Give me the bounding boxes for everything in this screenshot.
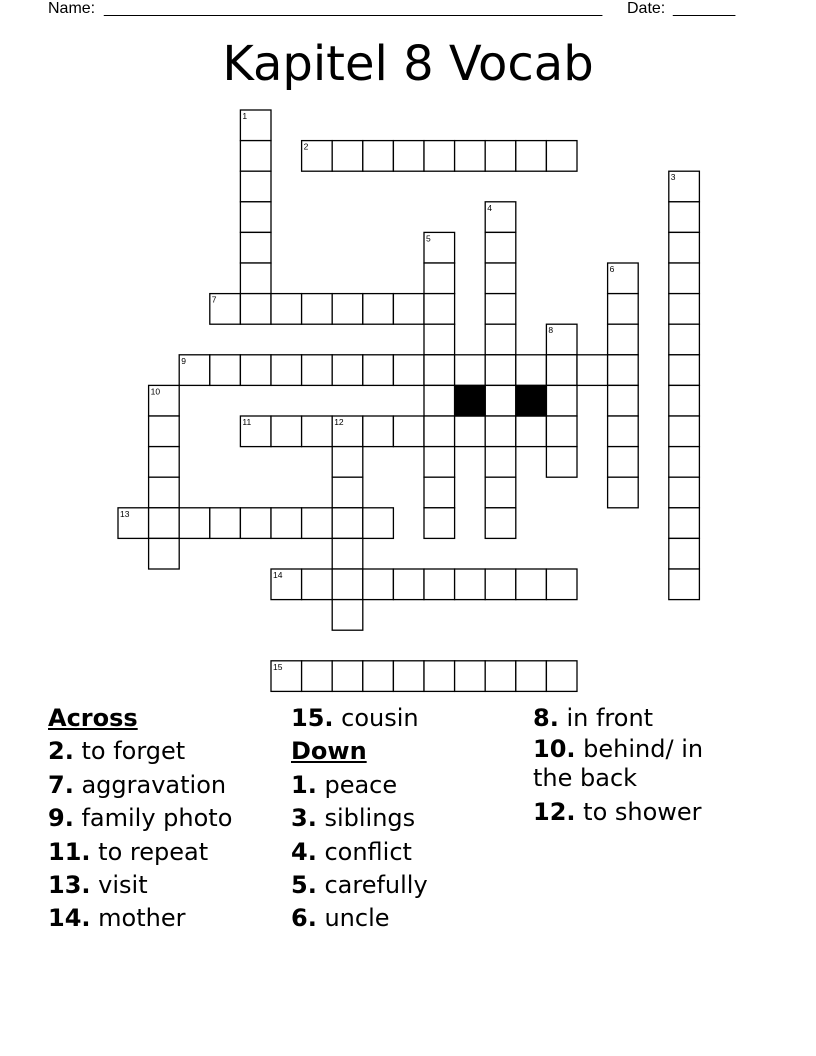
clue-number: 5.: [291, 871, 317, 900]
grid-cell[interactable]: [424, 508, 455, 539]
grid-cell[interactable]: [332, 661, 363, 692]
grid-cell[interactable]: [424, 477, 455, 508]
grid-cell[interactable]: [393, 294, 424, 325]
clue-number: 15.: [291, 704, 334, 732]
across-heading: Across: [48, 704, 138, 732]
down-heading: Down: [291, 737, 367, 766]
clue-text: family photo: [81, 804, 233, 833]
grid-cell[interactable]: [149, 508, 180, 539]
grid-cell[interactable]: [332, 477, 363, 508]
grid-cell[interactable]: [669, 202, 700, 233]
black-cell: [516, 385, 547, 416]
grid-cell[interactable]: [393, 569, 424, 600]
clue-text: aggravation: [81, 770, 227, 799]
grid-cell[interactable]: [363, 569, 394, 600]
cell-number: 4: [487, 202, 492, 213]
clue-text: conflict: [324, 837, 412, 866]
grid-cell[interactable]: [302, 661, 333, 692]
clue-text: to repeat: [98, 837, 209, 866]
grid-cell[interactable]: [302, 508, 333, 539]
grid-cell[interactable]: [485, 385, 516, 416]
grid-cell[interactable]: [485, 416, 516, 447]
clue-number: 3.: [291, 804, 317, 833]
clue-across-15: [291, 702, 428, 735]
grid-cell[interactable]: [485, 232, 516, 263]
date-blank: _______: [673, 0, 736, 17]
grid-cell[interactable]: [271, 416, 302, 447]
cell-number: 11: [242, 417, 252, 427]
grid-cell[interactable]: [516, 416, 547, 447]
clue-across-9: [48, 802, 232, 835]
clue-down-10: [533, 735, 733, 792]
cell-number: 14: [273, 570, 283, 580]
clue-text: visit: [98, 871, 148, 900]
grid-cell[interactable]: [577, 355, 608, 386]
clue-number: 9.: [48, 804, 74, 833]
cell-number: 7: [211, 294, 217, 305]
grid-cell[interactable]: [149, 477, 180, 508]
clue-number: 4.: [291, 837, 317, 866]
clue-text: mother: [98, 904, 186, 933]
grid-cell[interactable]: [669, 355, 700, 386]
grid-cell[interactable]: [669, 232, 700, 263]
grid-cell[interactable]: [455, 569, 486, 600]
grid-cell[interactable]: [271, 508, 302, 539]
grid-cell[interactable]: [363, 141, 394, 172]
grid-cell[interactable]: [210, 355, 241, 386]
clue-number: 14.: [48, 904, 91, 933]
clue-down-5: [291, 869, 428, 902]
grid-cell[interactable]: [302, 355, 333, 386]
clue-text: siblings: [324, 804, 416, 833]
grid-cell[interactable]: [424, 385, 455, 416]
grid-cell[interactable]: [455, 355, 486, 386]
clue-text: behind/ in the back: [533, 735, 704, 792]
clue-text: peace: [324, 770, 398, 799]
clue-number: 13.: [48, 871, 91, 900]
grid-cell[interactable]: [546, 569, 577, 600]
grid-cell[interactable]: [271, 355, 302, 386]
grid-cell[interactable]: [455, 661, 486, 692]
grid-cell[interactable]: [455, 141, 486, 172]
grid-cell[interactable]: [485, 508, 516, 539]
date-label: Date:: [627, 0, 666, 17]
grid-cell[interactable]: [669, 508, 700, 539]
grid-cell[interactable]: [669, 477, 700, 508]
grid-cell[interactable]: [424, 569, 455, 600]
name-label: Name:: [48, 0, 96, 17]
grid-cell[interactable]: [546, 355, 577, 386]
grid-cell[interactable]: [424, 355, 455, 386]
grid-cell[interactable]: [149, 538, 180, 569]
grid-cell[interactable]: [332, 538, 363, 569]
grid-cell[interactable]: [363, 355, 394, 386]
grid-cell[interactable]: [240, 171, 271, 202]
grid-cell[interactable]: [271, 294, 302, 325]
cell-number: 2: [303, 141, 309, 152]
cell-number: 8: [548, 325, 554, 336]
grid-cell[interactable]: [332, 569, 363, 600]
clue-number: 11.: [48, 837, 91, 866]
clue-text: cousin: [341, 704, 419, 732]
grid-cell[interactable]: [546, 141, 577, 172]
clue-down-12: [533, 796, 733, 829]
page-title: Kapitel 8 Vocab: [222, 36, 594, 92]
grid-cell[interactable]: [516, 141, 547, 172]
grid-cell[interactable]: [608, 324, 639, 355]
grid-cell[interactable]: [485, 263, 516, 294]
grid-cell[interactable]: [210, 508, 241, 539]
grid-cell[interactable]: [424, 447, 455, 478]
grid-cell[interactable]: [669, 569, 700, 600]
grid-cell[interactable]: [240, 355, 271, 386]
grid-cell[interactable]: [393, 141, 424, 172]
grid-cell[interactable]: [546, 661, 577, 692]
clue-number: 10.: [533, 735, 576, 764]
grid-cell[interactable]: [240, 232, 271, 263]
grid-cell[interactable]: [669, 263, 700, 294]
grid-cell[interactable]: [332, 141, 363, 172]
grid-cell[interactable]: [149, 416, 180, 447]
grid-cell[interactable]: [240, 508, 271, 539]
clue-number: 1.: [291, 770, 317, 799]
grid-cell[interactable]: [608, 294, 639, 325]
grid-cell[interactable]: [332, 508, 363, 539]
grid-cell[interactable]: [608, 416, 639, 447]
grid-cell[interactable]: [302, 294, 333, 325]
grid-cell[interactable]: [669, 294, 700, 325]
grid-cell[interactable]: [240, 202, 271, 233]
clue-text: uncle: [324, 904, 390, 933]
grid-cell[interactable]: [516, 569, 547, 600]
clue-across-7: [48, 769, 232, 802]
cell-number: 13: [120, 508, 130, 519]
clue-column-3: [533, 702, 733, 830]
grid-cell[interactable]: [485, 661, 516, 692]
clue-text: to forget: [81, 737, 186, 766]
grid-cell[interactable]: [669, 324, 700, 355]
grid-cell[interactable]: [485, 477, 516, 508]
grid-cell[interactable]: [393, 355, 424, 386]
clue-text: carefully: [324, 871, 428, 900]
grid-cell[interactable]: [516, 355, 547, 386]
grid-cell[interactable]: [485, 324, 516, 355]
cell-number: 5: [426, 233, 431, 244]
cell-number: 15: [273, 661, 283, 672]
grid-cell[interactable]: [179, 508, 210, 539]
clue-text: in front: [566, 704, 654, 732]
cell-number: 9: [181, 355, 186, 366]
grid-cell[interactable]: [669, 447, 700, 478]
grid-cell[interactable]: [363, 294, 394, 325]
clue-number: 2.: [48, 737, 74, 766]
grid-cell[interactable]: [485, 294, 516, 325]
grid-cell[interactable]: [302, 569, 333, 600]
grid-cell[interactable]: [546, 447, 577, 478]
clue-number: 7.: [48, 770, 74, 799]
grid-cell[interactable]: [424, 324, 455, 355]
cell-number: 1: [242, 111, 248, 121]
grid-cell[interactable]: [669, 538, 700, 569]
grid-cell[interactable]: [332, 447, 363, 478]
clue-down-1: [291, 769, 428, 802]
cell-number: 10: [150, 386, 161, 397]
grid-cell[interactable]: [393, 661, 424, 692]
clue-text: to shower: [583, 798, 702, 827]
clue-number: 6.: [291, 904, 317, 933]
grid-cell[interactable]: [608, 447, 639, 478]
grid-cell[interactable]: [363, 508, 394, 539]
grid-cell[interactable]: [424, 294, 455, 325]
grid-cell[interactable]: [608, 477, 639, 508]
cell-number: 12: [334, 417, 344, 427]
grid-cell[interactable]: [363, 416, 394, 447]
grid-cell[interactable]: [669, 385, 700, 416]
grid-cell[interactable]: [424, 263, 455, 294]
clue-column-2: [291, 702, 428, 936]
clue-number: 12.: [533, 798, 576, 827]
grid-cell[interactable]: [240, 294, 271, 325]
grid-cell[interactable]: [393, 416, 424, 447]
grid-cell[interactable]: [485, 447, 516, 478]
grid-cell[interactable]: [240, 263, 271, 294]
grid-cell[interactable]: [455, 416, 486, 447]
grid-cell[interactable]: [669, 416, 700, 447]
grid-cell[interactable]: [485, 355, 516, 386]
clue-across-11: [48, 836, 232, 869]
grid-cell[interactable]: [332, 600, 363, 631]
clue-down-3: [291, 802, 428, 835]
clue-down-8: [533, 702, 733, 735]
grid-cell[interactable]: [149, 447, 180, 478]
grid-cell[interactable]: [546, 416, 577, 447]
grid-cell[interactable]: [424, 416, 455, 447]
grid-cell[interactable]: [424, 141, 455, 172]
grid-cell[interactable]: [546, 385, 577, 416]
grid-cell[interactable]: [424, 661, 455, 692]
name-blank: ________________________________________________________: [104, 0, 603, 17]
clue-down-6: [291, 902, 428, 935]
grid-cell[interactable]: [608, 355, 639, 386]
black-cell: [455, 385, 486, 416]
grid-cell[interactable]: [485, 569, 516, 600]
cell-number: 6: [609, 264, 615, 274]
clue-across-14: [48, 902, 232, 935]
grid-cell[interactable]: [363, 661, 394, 692]
grid-cell[interactable]: [332, 355, 363, 386]
clue-number: 8.: [533, 704, 559, 732]
grid-cell[interactable]: [485, 141, 516, 172]
clue-across-2: [48, 735, 232, 768]
grid-cell[interactable]: [516, 661, 547, 692]
grid-cell[interactable]: [332, 294, 363, 325]
grid-cell[interactable]: [608, 385, 639, 416]
grid-cell[interactable]: [302, 416, 333, 447]
grid-cell[interactable]: [240, 141, 271, 172]
clue-across-13: [48, 869, 232, 902]
cell-number: 3: [670, 172, 676, 183]
clue-down-4: [291, 836, 428, 869]
clue-column-1: [48, 702, 232, 936]
